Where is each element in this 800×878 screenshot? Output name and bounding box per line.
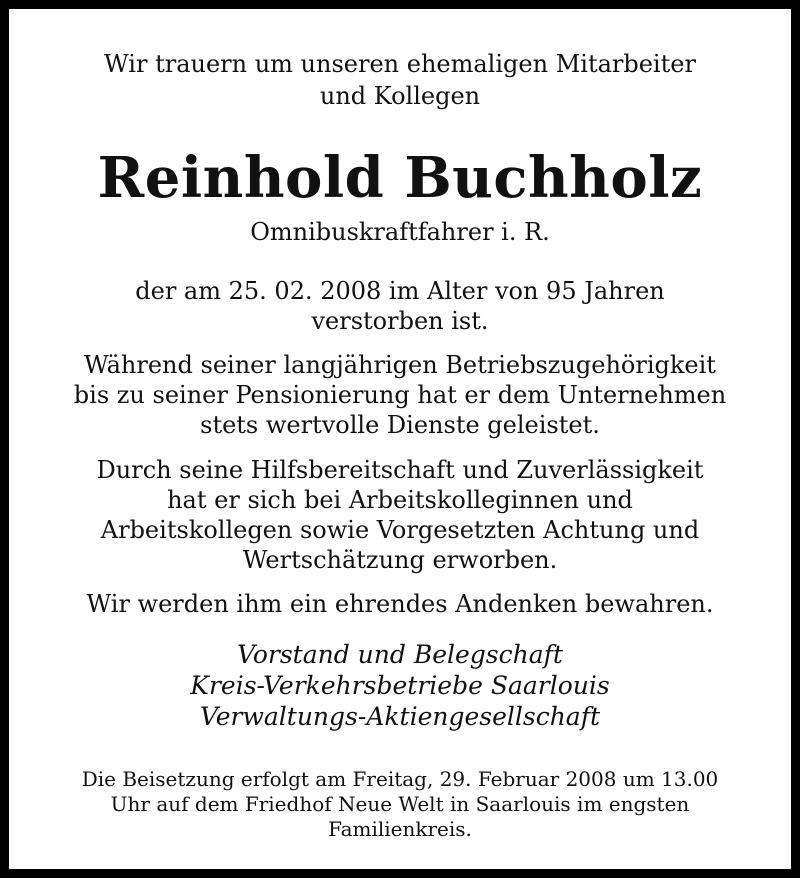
intro-line: Wir trauern um unseren ehemaligen Mitarbeiter xyxy=(104,50,696,78)
character-paragraph xyxy=(18,455,782,575)
memory-statement: Wir werden ihm ein ehrendes Andenken bewahren. xyxy=(86,590,714,618)
service-paragraph xyxy=(18,350,782,440)
signature-line: Vorstand und Belegschaft xyxy=(237,640,563,669)
burial-info xyxy=(18,767,782,842)
character-line: Durch seine Hilfsbereitschaft und Zuverlässigkeit xyxy=(96,456,704,484)
burial-line: Familienkreis. xyxy=(328,817,472,841)
signature-line: Kreis-Verkehrsbetriebe Saarlouis xyxy=(190,671,610,700)
obituary-content xyxy=(18,18,782,860)
intro-text xyxy=(18,48,782,112)
signature-line: Verwaltungs-Aktiengesellschaft xyxy=(199,702,601,731)
deceased-name: Reinhold Buchholz xyxy=(97,145,703,211)
death-line: der am 25. 02. 2008 im Alter von 95 Jahren xyxy=(135,277,665,305)
intro-line: und Kollegen xyxy=(319,82,481,110)
burial-line: Uhr auf dem Friedhof Neue Welt in Saarlouis im engsten xyxy=(110,792,690,816)
death-statement xyxy=(18,276,782,336)
character-line: hat er sich bei Arbeitskolleginnen und xyxy=(167,486,633,514)
occupation: Omnibuskraftfahrer i. R. xyxy=(250,218,550,246)
character-line: Arbeitskollegen sowie Vorgesetzten Achtung und xyxy=(100,516,700,544)
service-line: stets wertvolle Dienste geleistet. xyxy=(200,411,600,439)
service-line: bis zu seiner Pensionierung hat er dem Unternehmen xyxy=(73,381,727,409)
character-line: Wertschätzung erworben. xyxy=(242,546,558,574)
burial-line: Die Beisetzung erfolgt am Freitag, 29. Februar 2008 um 13.00 xyxy=(81,767,719,791)
service-line: Während seiner langjährigen Betriebszugehörigkeit xyxy=(84,351,716,379)
death-line: verstorben ist. xyxy=(311,307,489,335)
signature-block xyxy=(18,639,782,732)
